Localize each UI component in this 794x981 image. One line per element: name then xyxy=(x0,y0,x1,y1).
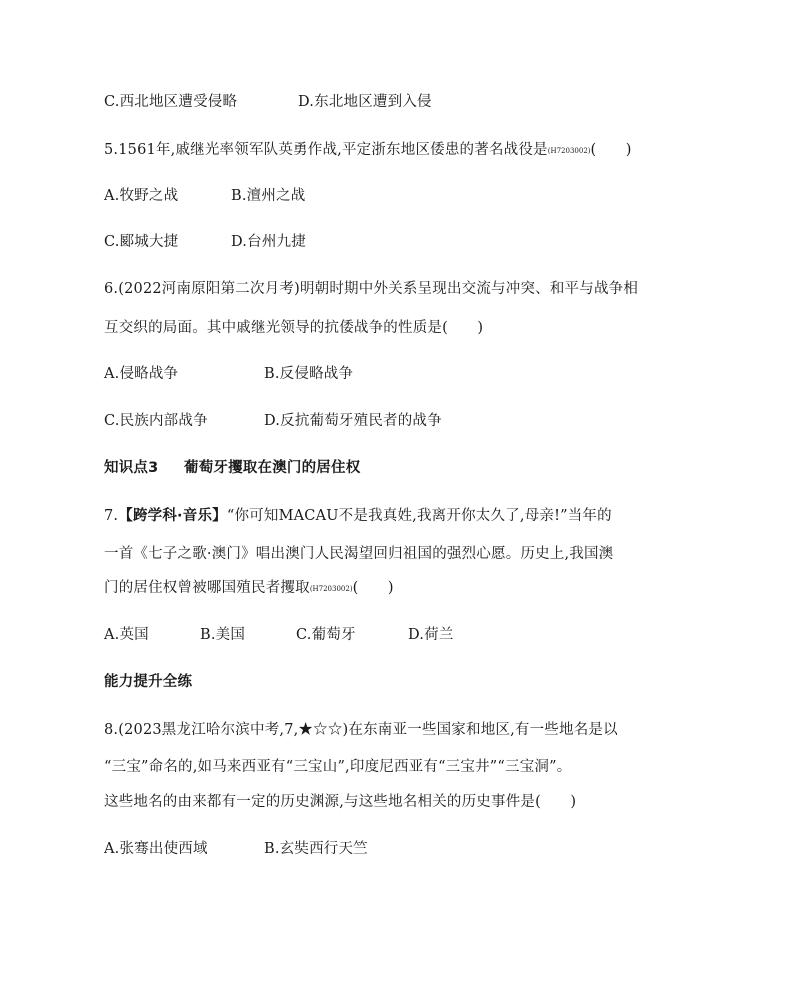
q7-subject-tag: 【跨学科·音乐】 xyxy=(118,508,227,524)
q8-option-b[interactable]: B.玄奘西行天竺 xyxy=(264,841,368,857)
q7-stem-text-1: “你可知MACAU不是我真姓,我离开你太久了,母亲!”当年的 xyxy=(226,508,612,524)
q8-option-a[interactable]: A.张骞出使西域 xyxy=(104,841,208,857)
q7-option-d[interactable]: D.荷兰 xyxy=(408,627,454,643)
q7-options xyxy=(104,625,454,645)
q8-stem-text-3: 这些地名的由来都有一定的历史渊源,与这些地名相关的历史事件是 xyxy=(104,794,536,810)
q6-options-cd xyxy=(104,411,442,431)
q5-stem-text: 5.1561年,戚继光率领军队英勇作战,平定浙东地区倭患的著名战役是 xyxy=(104,142,548,158)
q8-stem-line-2: “三宝”命名的,如马来西亚有“三宝山”,印度尼西亚有“三宝井”“三宝洞”。 xyxy=(104,759,572,775)
q6-option-b[interactable]: B.反侵略战争 xyxy=(264,366,354,382)
q7-option-b[interactable]: B.美国 xyxy=(200,627,246,643)
q7-stem-line-2: 一首《七子之歌·澳门》唱出澳门人民渴望回归祖国的强烈心愿。历史上,我国澳 xyxy=(104,546,614,562)
section-label: 知识点3 xyxy=(104,460,159,476)
q6-stem-text: 互交织的局面。其中戚继光领导的抗倭战争的性质是 xyxy=(104,320,443,336)
q6-option-a[interactable]: A.侵略战争 xyxy=(104,366,179,382)
q7-option-a[interactable]: A.英国 xyxy=(104,627,149,643)
q7-stem-line-1 xyxy=(104,506,612,526)
q4-options-cd xyxy=(104,92,432,112)
q5-option-b[interactable]: B.澶州之战 xyxy=(231,188,306,204)
q8-answer-paren[interactable]: ( ) xyxy=(535,794,577,810)
q8-stem-line-1: 8.(2023黑龙江哈尔滨中考,7,★☆☆)在东南亚一些国家和地区,有一些地名是以 xyxy=(104,722,618,738)
q5-stem xyxy=(104,140,632,161)
q6-options-ab xyxy=(104,364,353,384)
q7-stem-text-3: 门的居住权曾被哪国殖民者攫取 xyxy=(104,580,310,596)
q6-answer-paren[interactable]: ( ) xyxy=(442,320,484,336)
q5-answer-paren[interactable]: ( ) xyxy=(590,142,632,158)
q4-option-d[interactable]: D.东北地区遭到入侵 xyxy=(298,94,432,110)
q4-option-c[interactable]: C.西北地区遭受侵略 xyxy=(104,94,238,110)
section-title: 葡萄牙攫取在澳门的居住权 xyxy=(184,460,361,476)
q6-option-c[interactable]: C.民族内部战争 xyxy=(104,413,208,429)
q7-option-c[interactable]: C.葡萄牙 xyxy=(296,627,356,643)
q5-code: (H7203002) xyxy=(547,147,591,155)
section-heading-ability: 能力提升全练 xyxy=(104,674,193,690)
q7-code: (H7203002) xyxy=(309,585,353,593)
q6-option-d[interactable]: D.反抗葡萄牙殖民者的战争 xyxy=(264,413,442,429)
q7-answer-paren[interactable]: ( ) xyxy=(352,580,394,596)
q8-stem-line-3 xyxy=(104,792,576,812)
q5-options-cd xyxy=(104,232,306,252)
q7-stem-line-3 xyxy=(104,578,394,599)
q6-stem-line-1: 6.(2022河南原阳第二次月考)明朝时期中外关系呈现出交流与冲突、和平与战争相 xyxy=(104,281,639,297)
q7-number: 7. xyxy=(104,508,119,524)
q5-options-ab xyxy=(104,186,305,206)
q8-options-ab xyxy=(104,839,368,859)
q5-option-d[interactable]: D.台州九捷 xyxy=(231,234,306,250)
q6-stem-line-2 xyxy=(104,318,483,338)
q5-option-c[interactable]: C.郾城大捷 xyxy=(104,234,179,250)
section-heading-knowledge-3 xyxy=(104,458,360,478)
q5-option-a[interactable]: A.牧野之战 xyxy=(104,188,179,204)
